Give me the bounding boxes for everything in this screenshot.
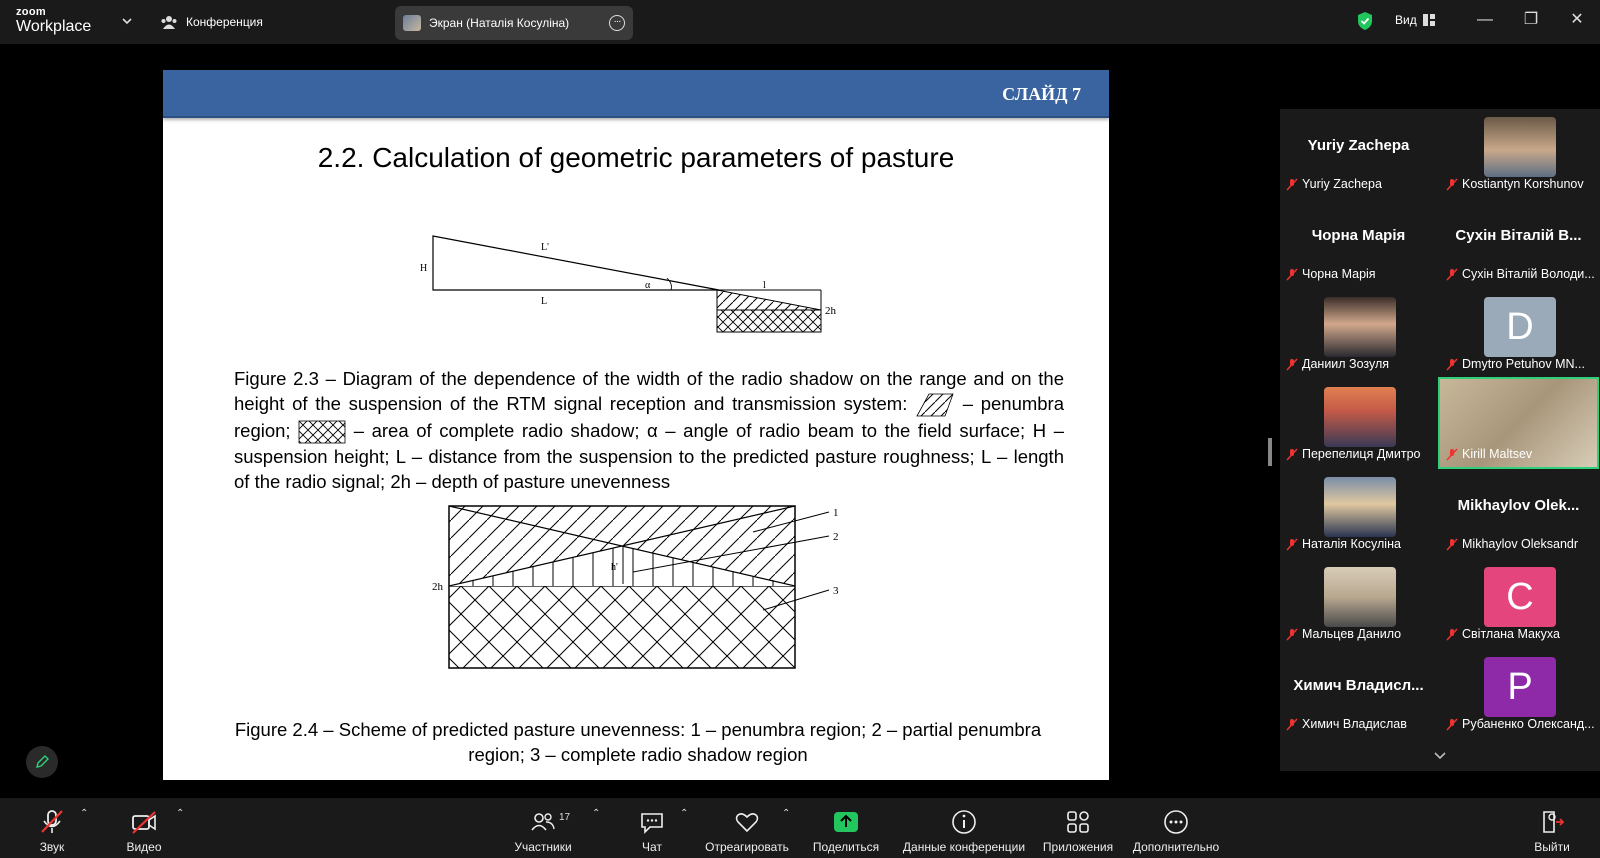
top-bar [0, 0, 1600, 44]
participant-photo [1324, 567, 1396, 627]
panel-splitter-handle[interactable] [1268, 438, 1272, 466]
slide-title: 2.2. Calculation of geometric parameters of pasture [317, 142, 955, 173]
mic-muted-icon [1286, 178, 1298, 191]
participant-tile[interactable] [1440, 109, 1597, 197]
participant-label [1446, 627, 1560, 641]
mic-muted-icon [1446, 448, 1458, 461]
leave-button[interactable] [1532, 798, 1572, 858]
gallery-scroll-down-icon[interactable] [1432, 748, 1448, 764]
participant-tile[interactable] [1280, 559, 1437, 647]
penumbra-swatch-icon [915, 392, 955, 418]
mic-muted-icon [1446, 358, 1458, 371]
screen-share-indicator[interactable] [395, 6, 633, 40]
participant-label [1446, 447, 1532, 461]
share-label: Поделиться [812, 840, 880, 854]
caption1-part3: – area of complete radio shadow; α – angle of radio beam to the field surface; H – suspension height; L – distance from the suspension to the predicted pasture roughness; L – length of the radio signal; 2h – depth of pasture unevenness [234, 420, 1064, 493]
participant-name: Yuriy Zachepa [1302, 177, 1382, 191]
brand-small: zoom [16, 6, 46, 18]
participants-count: 17 [559, 812, 571, 823]
figure-2-4-caption [223, 717, 1053, 767]
mic-muted-icon [1446, 538, 1458, 551]
participants-label: Участники [514, 840, 572, 854]
more-button[interactable] [1128, 798, 1224, 858]
participant-label [1286, 717, 1407, 731]
leave-icon [1538, 808, 1566, 836]
label-2: 2 [833, 531, 839, 543]
participant-initial: C [1484, 567, 1556, 627]
participant-label [1446, 537, 1578, 551]
view-label: Вид [1395, 13, 1417, 27]
chat-label: Чат [642, 840, 662, 854]
participant-tile[interactable] [1440, 199, 1597, 287]
participant-name: Даниил Зозуля [1302, 357, 1390, 371]
label-3: 3 [833, 585, 839, 597]
figure-2-3-diagram [420, 232, 863, 336]
participant-tile[interactable] [1440, 469, 1597, 557]
caption2-line1: Figure 2.4 – Scheme of predicted pasture unevenness: 1 – penumbra region; 2 – partial penumbra [234, 719, 1042, 740]
slide-number: СЛАЙД 7 [1002, 84, 1081, 104]
participant-name: Рубаненко Олександ... [1462, 717, 1595, 731]
participant-name: Світлана Макуха [1462, 627, 1560, 641]
participant-tile-active-speaker[interactable] [1438, 377, 1599, 469]
participant-tile[interactable] [1280, 379, 1437, 467]
participant-label [1286, 627, 1401, 641]
label-2h: 2h [825, 305, 836, 317]
apps-label: Приложения [1042, 840, 1114, 854]
participant-tile[interactable] [1280, 289, 1437, 377]
participant-name: Мальцев Данило [1302, 627, 1402, 641]
pencil-icon [34, 754, 50, 770]
minimize-icon[interactable]: — [1477, 11, 1493, 28]
mic-muted-icon [1286, 268, 1298, 281]
participant-initial: P [1484, 657, 1556, 717]
heart-icon [733, 808, 761, 836]
mic-muted-icon [1446, 628, 1458, 641]
participant-big-name: Mikhaylov Olek... [1457, 497, 1580, 514]
grid-icon [1423, 14, 1435, 26]
presenter-avatar [403, 15, 421, 31]
participant-name: Химич Владислав [1302, 717, 1407, 731]
participant-label [1446, 357, 1585, 371]
info-label: Данные конференции [902, 840, 1026, 854]
mic-muted-icon [1286, 448, 1298, 461]
leave-label: Выйти [1534, 840, 1570, 854]
participant-photo [1324, 297, 1396, 357]
label-H: H [420, 263, 428, 274]
complete-shadow-swatch-icon [298, 420, 346, 444]
mic-muted-icon [1286, 718, 1298, 731]
share-screen-icon [832, 808, 860, 836]
video-options-caret[interactable]: ⌃ [176, 808, 185, 819]
share-screen-button[interactable] [810, 798, 882, 858]
more-label: Дополнительно [1132, 840, 1220, 854]
video-button[interactable] [124, 798, 164, 858]
participant-big-name: Yuriy Zachepa [1307, 137, 1410, 154]
label-2h-bottom: 2h [432, 581, 443, 593]
figure-2-3-caption [234, 366, 1064, 494]
meeting-info-button[interactable] [902, 798, 1026, 858]
mic-muted-icon [1286, 628, 1298, 641]
participant-name: Dmytro Petuhov MN... [1462, 357, 1585, 371]
participant-tile[interactable] [1440, 289, 1597, 377]
participant-label [1286, 537, 1401, 551]
participants-icon [529, 808, 557, 836]
participant-label [1286, 357, 1389, 371]
participants-options-caret[interactable]: ⌃ [592, 808, 601, 819]
info-icon [950, 808, 978, 836]
apps-icon [1064, 808, 1092, 836]
label-l: l [763, 280, 766, 291]
participant-name: Mikhaylov Oleksandr [1462, 537, 1579, 551]
participants-button[interactable] [510, 798, 576, 858]
participant-gallery [1280, 109, 1600, 771]
participant-tile[interactable] [1280, 109, 1437, 197]
caption1-part2: – penumbra region; [234, 393, 1065, 442]
participant-big-name: Сухін Віталій В... [1455, 227, 1582, 244]
chevron-down-icon[interactable] [120, 14, 134, 28]
people-icon [160, 14, 178, 30]
label-L: L [541, 296, 548, 307]
mic-muted-icon [38, 808, 66, 836]
security-shield-icon[interactable] [1356, 11, 1374, 31]
participant-name: Kirill Maltsev [1462, 447, 1533, 461]
label-1: 1 [833, 507, 839, 519]
chat-options-caret[interactable]: ⌃ [680, 808, 689, 819]
conference-label: Конференция [186, 15, 263, 29]
camera-off-icon [130, 808, 158, 836]
audio-button[interactable] [32, 798, 72, 858]
mic-muted-icon [1286, 358, 1298, 371]
participant-label [1446, 267, 1595, 281]
brand-name: Workplace [16, 18, 92, 35]
apps-button[interactable] [1040, 798, 1116, 858]
participant-photo [1324, 477, 1396, 537]
annotate-pencil-button[interactable] [26, 746, 58, 778]
mic-muted-icon [1286, 538, 1298, 551]
zoom-logo [16, 7, 91, 35]
participant-tile[interactable] [1440, 649, 1597, 737]
close-icon[interactable]: ✕ [1570, 11, 1584, 28]
mic-muted-icon [1446, 268, 1458, 281]
mic-muted-icon [1446, 178, 1458, 191]
caption2-line2: region; 3 – complete radio shadow region [468, 744, 808, 765]
participant-label [1446, 177, 1584, 191]
participant-initial: D [1484, 297, 1556, 357]
audio-options-caret[interactable]: ⌃ [80, 808, 89, 819]
meeting-toolbar [0, 798, 1600, 858]
label-alpha: α [645, 280, 651, 291]
participant-name: Сухін Віталій Володи... [1462, 267, 1595, 281]
more-icon [1162, 808, 1190, 836]
participant-label [1446, 717, 1595, 731]
slide-header [163, 70, 1109, 118]
label-h-prime: h' [611, 562, 618, 573]
participant-tile[interactable] [1280, 649, 1437, 737]
participant-big-name: Чорна Марія [1311, 227, 1406, 244]
chat-button[interactable] [632, 798, 672, 858]
figure-2-4-diagram [433, 502, 853, 672]
react-options-caret[interactable]: ⌃ [782, 808, 791, 819]
view-button[interactable] [1395, 13, 1435, 27]
label-L-prime: L' [541, 242, 549, 253]
participant-big-name: Химич Владисл... [1293, 677, 1424, 694]
participant-tile[interactable] [1440, 559, 1597, 647]
chat-icon [638, 808, 666, 836]
mic-muted-icon [1446, 718, 1458, 731]
screen-share-label: Экран (Наталія Косуліна) [429, 16, 570, 30]
participant-tile[interactable] [1280, 469, 1437, 557]
caption1-part1: Figure 2.3 – Diagram of the dependence of the width of the radio shadow on the range and on the height of the suspension of the RTM signal reception and transmission system: [234, 368, 1064, 414]
audio-label: Звук [39, 840, 65, 854]
participant-photo [1324, 387, 1396, 447]
participant-name: Чорна Марія [1302, 267, 1376, 281]
participant-tile[interactable] [1280, 199, 1437, 287]
react-label: Отреагировать [705, 840, 789, 854]
presentation-slide [163, 70, 1109, 780]
more-options-icon[interactable]: ··· [609, 15, 625, 31]
participant-photo [1484, 117, 1556, 177]
participant-name: Kostiantyn Korshunov [1462, 177, 1584, 191]
participant-label [1286, 267, 1376, 281]
participant-name: Наталія Косуліна [1302, 537, 1401, 551]
participant-name: Перепелиця Дмитро [1302, 447, 1421, 461]
react-button[interactable] [702, 798, 792, 858]
participant-label [1286, 447, 1421, 461]
conference-button[interactable] [160, 10, 263, 34]
video-label: Видео [126, 840, 162, 854]
restore-icon[interactable]: ❐ [1523, 11, 1539, 28]
participant-label [1286, 177, 1382, 191]
